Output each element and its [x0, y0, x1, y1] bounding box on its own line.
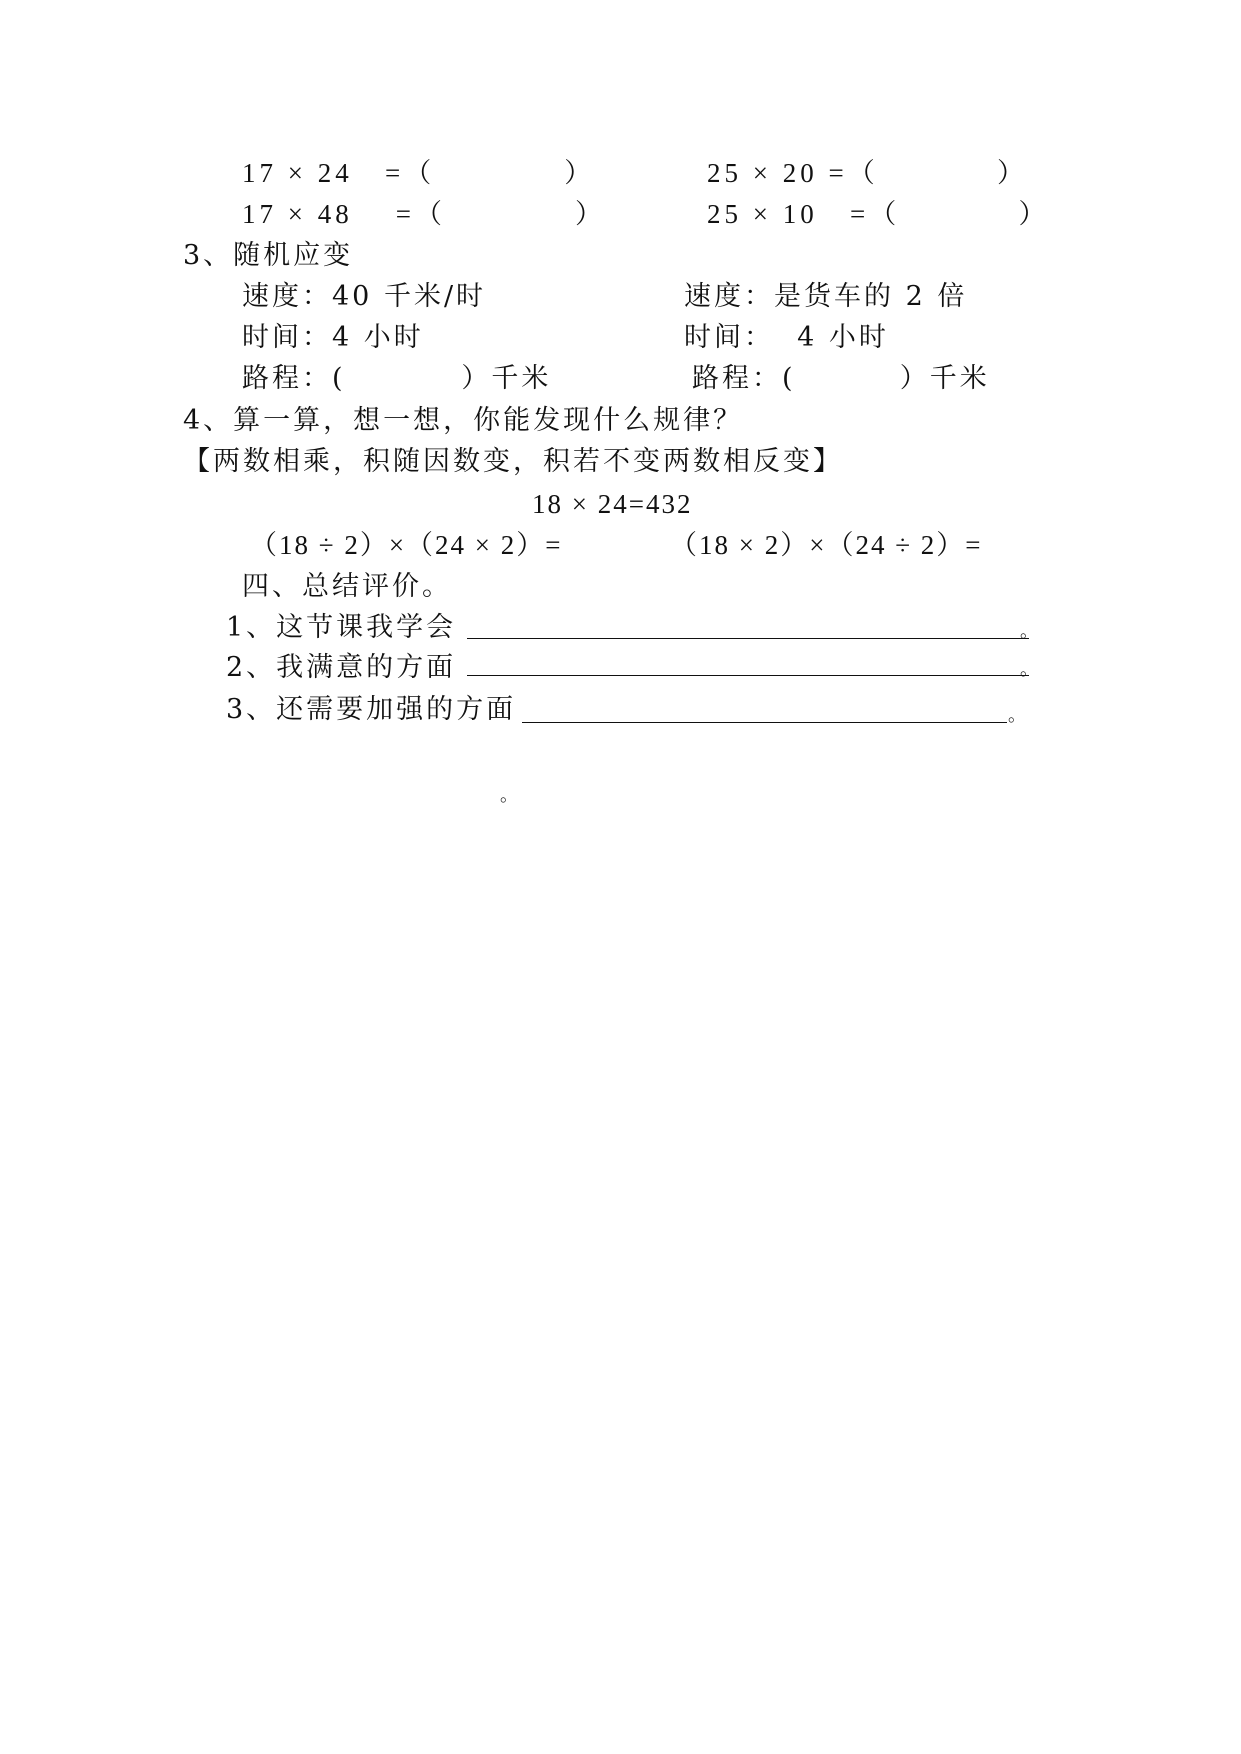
summary-item-learned-label: 1、这节课我学会	[226, 612, 457, 643]
equation-25x10: 25 × 10 =（ ）	[707, 199, 1050, 229]
rule-statement: 【两数相乘，积随因数变，积若不变两数相反变】	[183, 446, 843, 477]
right-expression: （18 × 2）×（24 ÷ 2）=	[670, 530, 983, 560]
summary-heading: 四、总结评价。	[242, 571, 452, 602]
summary-item-improve-label: 3、还需要加强的方面	[226, 694, 517, 725]
equation-25x20: 25 × 20 =（ ）	[707, 158, 1028, 188]
right-distance: 路程：( ）千米	[692, 363, 990, 394]
equation-17x48: 17 × 48 =（ ）	[242, 199, 606, 229]
summary-item-satisfied-end: 。	[1020, 659, 1041, 680]
equation-17x24: 17 × 24 =（ ）	[242, 158, 596, 188]
right-time: 时间： 4 小时	[684, 322, 889, 353]
section-3-heading: 3、随机应变	[183, 240, 354, 271]
stray-mark: 。	[500, 785, 521, 806]
base-equation: 18 × 24=432	[532, 489, 693, 519]
summary-item-learned-blank	[467, 638, 1029, 639]
summary-item-improve-blank	[522, 722, 1007, 723]
summary-item-satisfied-label: 2、我满意的方面	[226, 652, 457, 683]
summary-item-improve-end: 。	[1008, 705, 1029, 726]
section-4-heading: 4、算一算，想一想，你能发现什么规律？	[183, 405, 744, 436]
left-expression: （18 ÷ 2）×（24 × 2）=	[250, 530, 563, 560]
summary-item-satisfied-blank	[467, 675, 1029, 676]
left-speed: 速度：40 千米/时	[242, 281, 487, 312]
left-distance: 路程：( ）千米	[242, 363, 552, 394]
summary-item-learned-end: 。	[1020, 621, 1041, 642]
left-time: 时间：4 小时	[242, 322, 424, 353]
right-speed: 速度：是货车的 2 倍	[684, 281, 968, 312]
